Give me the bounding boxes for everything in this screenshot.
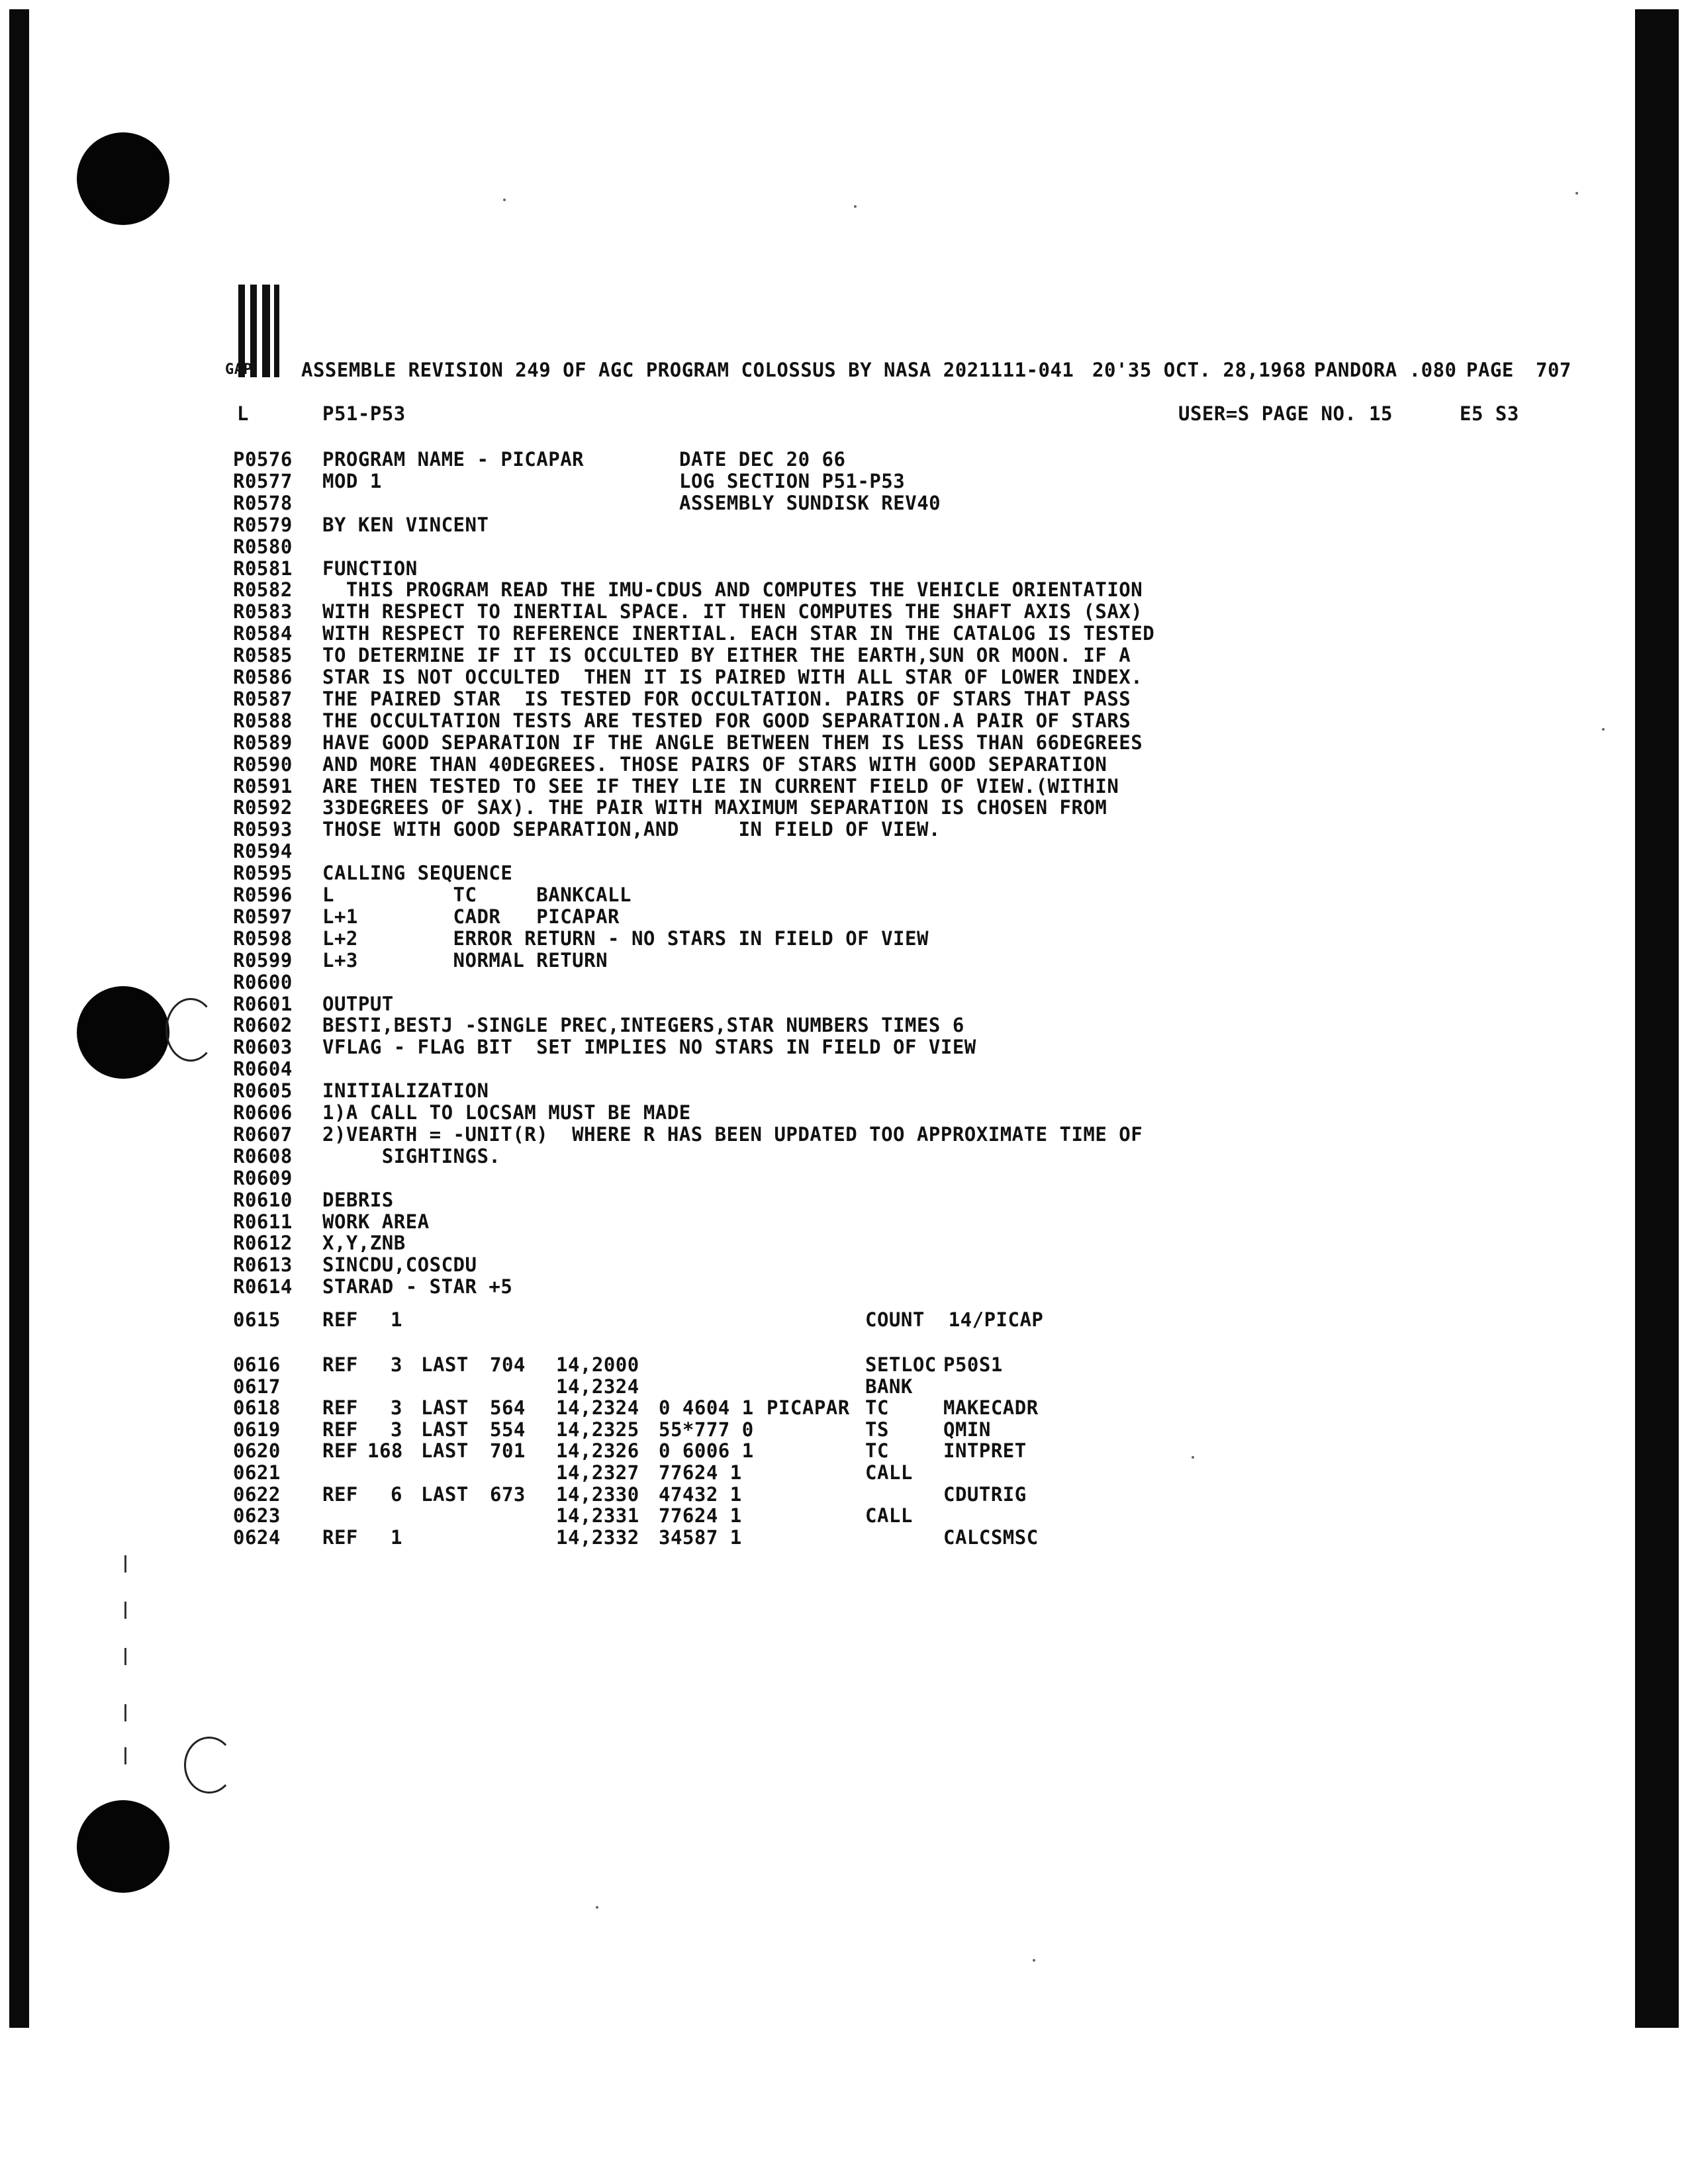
line-number: R0612 (233, 1232, 293, 1255)
ref-keyword: REF (322, 1396, 358, 1420)
scan-speck (1033, 1959, 1035, 1962)
line-number: R0591 (233, 774, 293, 797)
line-number: R0594 (233, 840, 293, 863)
scan-arc-mark (165, 998, 216, 1062)
line-number: 0620 (233, 1439, 281, 1463)
line-number: 0624 (233, 1525, 281, 1549)
line-number: R0584 (233, 622, 293, 645)
address: 14,2330 (556, 1482, 639, 1506)
line-number: 0622 (233, 1482, 281, 1506)
line-number: 0615 (233, 1308, 281, 1331)
comment-text: 33DEGREES OF SAX). THE PAIR WITH MAXIMUM SEPARATION IS CHOSEN FROM (322, 796, 1107, 819)
line-number: R0605 (233, 1079, 293, 1103)
last-keyword: LAST (421, 1396, 469, 1420)
header-page-label: PAGE (1466, 359, 1514, 381)
last-number: 701 (490, 1439, 526, 1463)
symbol-label: PICAPAR (767, 1396, 850, 1420)
line-number: R0578 (233, 491, 293, 514)
operand: P50S1 (943, 1353, 1003, 1376)
line-number: 0616 (233, 1353, 281, 1376)
header-title: ASSEMBLE REVISION 249 OF AGC PROGRAM COLOSSUS BY NASA 2021111-041 (301, 359, 1074, 381)
octal-code: 0 6006 1 (659, 1439, 754, 1463)
line-number: R0609 (233, 1166, 293, 1189)
header-datetime: 20'35 OCT. 28,1968 (1092, 359, 1307, 381)
address: 14,2324 (556, 1375, 639, 1398)
comment-text: INITIALIZATION (322, 1079, 489, 1103)
opcode: CALL (865, 1461, 913, 1484)
last-keyword: LAST (421, 1418, 469, 1441)
comment-text: WITH RESPECT TO REFERENCE INERTIAL. EACH STAR IN THE CATALOG IS TESTED (322, 622, 1155, 645)
ref-keyword: REF (322, 1482, 358, 1506)
operand: INTPRET (943, 1439, 1027, 1463)
last-number: 554 (490, 1418, 526, 1441)
opcode: TS (865, 1418, 889, 1441)
line-number: 0617 (233, 1375, 281, 1398)
comment-text: HAVE GOOD SEPARATION IF THE ANGLE BETWEEN THEM IS LESS THAN 66DEGREES (322, 731, 1143, 754)
comment-extra-text: ASSEMBLY SUNDISK REV40 (679, 491, 941, 514)
comment-text: THE PAIRED STAR IS TESTED FOR OCCULTATION. PAIRS OF STARS THAT PASS (322, 687, 1131, 710)
comment-text: L+1 CADR PICAPAR (322, 905, 620, 928)
subheader-user-page-label: USER=S PAGE NO. (1178, 402, 1357, 425)
scan-edge-left (9, 9, 29, 2028)
scan-speck (1575, 192, 1578, 195)
ref-count: 3 (391, 1396, 402, 1420)
comment-text: TO DETERMINE IF IT IS OCCULTED BY EITHER THE EARTH,SUN OR MOON. IF A (322, 644, 1131, 667)
line-number: R0585 (233, 644, 293, 667)
line-number: R0579 (233, 513, 293, 536)
last-keyword: LAST (421, 1482, 469, 1506)
last-number: 673 (490, 1482, 526, 1506)
opcode: SETLOC (865, 1353, 937, 1376)
comment-text: PROGRAM NAME - PICAPAR (322, 448, 585, 471)
last-keyword: LAST (421, 1353, 469, 1376)
line-number: 0623 (233, 1504, 281, 1527)
ref-count: 1 (391, 1525, 402, 1549)
opcode: CALL (865, 1504, 913, 1527)
scan-speck (1602, 728, 1605, 731)
binder-hole-middle (77, 986, 169, 1079)
comment-text: AND MORE THAN 40DEGREES. THOSE PAIRS OF STARS WITH GOOD SEPARATION (322, 752, 1107, 776)
line-number: R0590 (233, 752, 293, 776)
comment-text: L TC BANKCALL (322, 884, 632, 906)
comment-text: 1)A CALL TO LOCSAM MUST BE MADE (322, 1101, 691, 1124)
line-number: R0597 (233, 905, 293, 928)
last-number: 564 (490, 1396, 526, 1420)
subheader-user-page-number: 15 (1369, 402, 1393, 425)
comment-extra-text: DATE DEC 20 66 (679, 448, 846, 471)
comment-text: BY KEN VINCENT (322, 513, 489, 536)
line-number: R0589 (233, 731, 293, 754)
address: 14,2332 (556, 1525, 639, 1549)
comment-text: BESTI,BESTJ -SINGLE PREC,INTEGERS,STAR NUMBERS TIMES 6 (322, 1014, 964, 1037)
scan-speck (503, 199, 506, 201)
line-number: R0580 (233, 535, 293, 558)
line-number: R0587 (233, 687, 293, 710)
octal-code: 47432 1 (659, 1482, 742, 1506)
scan-speck (854, 205, 857, 208)
address: 14,2326 (556, 1439, 639, 1463)
scan-arc-mark (184, 1737, 234, 1794)
comment-text: OUTPUT (322, 992, 394, 1015)
comment-text: CALLING SEQUENCE (322, 862, 513, 885)
ref-keyword: REF (322, 1439, 358, 1463)
line-number: R0601 (233, 992, 293, 1015)
operand: CDUTRIG (943, 1482, 1027, 1506)
ref-count: 6 (391, 1482, 402, 1506)
comment-text: THE OCCULTATION TESTS ARE TESTED FOR GOOD SEPARATION.A PAIR OF STARS (322, 709, 1131, 732)
scan-speck (596, 1906, 598, 1909)
comment-text: FUNCTION (322, 557, 418, 580)
count-label: COUNT 14/PICAP (865, 1308, 1044, 1331)
comment-text: WITH RESPECT TO INERTIAL SPACE. IT THEN COMPUTES THE SHAFT AXIS (SAX) (322, 600, 1143, 623)
comment-text: L+3 NORMAL RETURN (322, 948, 608, 972)
line-number: R0582 (233, 578, 293, 602)
octal-code: 77624 1 (659, 1504, 742, 1527)
octal-code: 77624 1 (659, 1461, 742, 1484)
line-number: R0602 (233, 1014, 293, 1037)
line-number: R0593 (233, 818, 293, 841)
comment-text: DEBRIS (322, 1188, 394, 1211)
address: 14,2000 (556, 1353, 639, 1376)
line-number: R0596 (233, 884, 293, 906)
operand: CALCSMSC (943, 1525, 1039, 1549)
last-number: 704 (490, 1353, 526, 1376)
ref-count: 3 (391, 1353, 402, 1376)
comment-text: MOD 1 (322, 469, 382, 492)
comment-extra-text: LOG SECTION P51-P53 (679, 469, 906, 492)
scan-tick (124, 1648, 126, 1665)
ref-keyword: REF (322, 1353, 358, 1376)
line-number: 0618 (233, 1396, 281, 1420)
ref-keyword: REF (322, 1418, 358, 1441)
opcode: TC (865, 1439, 889, 1463)
line-number: R0611 (233, 1210, 293, 1233)
comment-text: THOSE WITH GOOD SEPARATION,AND IN FIELD OF VIEW. (322, 818, 941, 841)
line-number: R0588 (233, 709, 293, 732)
line-number: R0599 (233, 948, 293, 972)
line-number: R0614 (233, 1275, 293, 1298)
scan-tick (124, 1704, 126, 1721)
line-number: 0621 (233, 1461, 281, 1484)
header-left-mark: GAP (225, 361, 253, 378)
line-number: R0577 (233, 469, 293, 492)
address: 14,2327 (556, 1461, 639, 1484)
scan-edge-right (1635, 9, 1679, 2028)
line-number: R0604 (233, 1058, 293, 1081)
line-number: R0610 (233, 1188, 293, 1211)
comment-text: L+2 ERROR RETURN - NO STARS IN FIELD OF VIEW (322, 927, 929, 950)
line-number: 0619 (233, 1418, 281, 1441)
opcode: BANK (865, 1375, 913, 1398)
line-number: R0592 (233, 796, 293, 819)
ref-count: 168 (367, 1439, 403, 1463)
line-number: R0598 (233, 927, 293, 950)
comment-text: STAR IS NOT OCCULTED THEN IT IS PAIRED WITH ALL STAR OF LOWER INDEX. (322, 666, 1143, 688)
line-number: R0583 (233, 600, 293, 623)
scan-tick (124, 1602, 126, 1619)
line-number: R0603 (233, 1036, 293, 1059)
comment-text: X,Y,ZNB (322, 1232, 406, 1255)
comment-text: VFLAG - FLAG BIT SET IMPLIES NO STARS IN FIELD OF VIEW (322, 1036, 976, 1059)
octal-code: 55*777 0 (659, 1418, 754, 1441)
line-number: P0576 (233, 448, 293, 471)
binder-hole-top (77, 132, 169, 225)
comment-text: 2)VEARTH = -UNIT(R) WHERE R HAS BEEN UPDATED TOO APPROXIMATE TIME OF (322, 1122, 1143, 1146)
last-keyword: LAST (421, 1439, 469, 1463)
ref-keyword: REF (322, 1525, 358, 1549)
line-number: R0607 (233, 1122, 293, 1146)
line-number: R0586 (233, 666, 293, 688)
line-number: R0595 (233, 862, 293, 885)
octal-code: 0 4604 1 (659, 1396, 754, 1420)
comment-text: ARE THEN TESTED TO SEE IF THEY LIE IN CURRENT FIELD OF VIEW.(WITHIN (322, 774, 1119, 797)
comment-text: WORK AREA (322, 1210, 430, 1233)
line-number: R0600 (233, 970, 293, 993)
comment-text: THIS PROGRAM READ THE IMU-CDUS AND COMPUTES THE VEHICLE ORIENTATION (322, 578, 1143, 602)
ref-count: 1 (391, 1308, 402, 1331)
operand: QMIN (943, 1418, 991, 1441)
subheader-left: L (237, 402, 249, 425)
line-number: R0606 (233, 1101, 293, 1124)
opcode: TC (865, 1396, 889, 1420)
header-system: PANDORA .080 (1314, 359, 1457, 381)
scan-tick (124, 1747, 126, 1764)
subheader-code: E5 S3 (1460, 402, 1519, 425)
binder-hole-bottom (77, 1800, 169, 1893)
address: 14,2331 (556, 1504, 639, 1527)
address: 14,2325 (556, 1418, 639, 1441)
operand: MAKECADR (943, 1396, 1039, 1420)
comment-text: STARAD - STAR +5 (322, 1275, 513, 1298)
line-number: R0581 (233, 557, 293, 580)
scan-tick (124, 1555, 126, 1572)
ref-keyword: REF (322, 1308, 358, 1331)
comment-text: SIGHTINGS. (322, 1144, 501, 1167)
ref-count: 3 (391, 1418, 402, 1441)
line-number: R0613 (233, 1253, 293, 1277)
line-number: R0608 (233, 1144, 293, 1167)
address: 14,2324 (556, 1396, 639, 1420)
header-page-number: 707 (1536, 359, 1571, 381)
subheader-section: P51-P53 (322, 402, 406, 425)
scan-speck (1192, 1456, 1194, 1459)
octal-code: 34587 1 (659, 1525, 742, 1549)
comment-text: SINCDU,COSCDU (322, 1253, 477, 1277)
